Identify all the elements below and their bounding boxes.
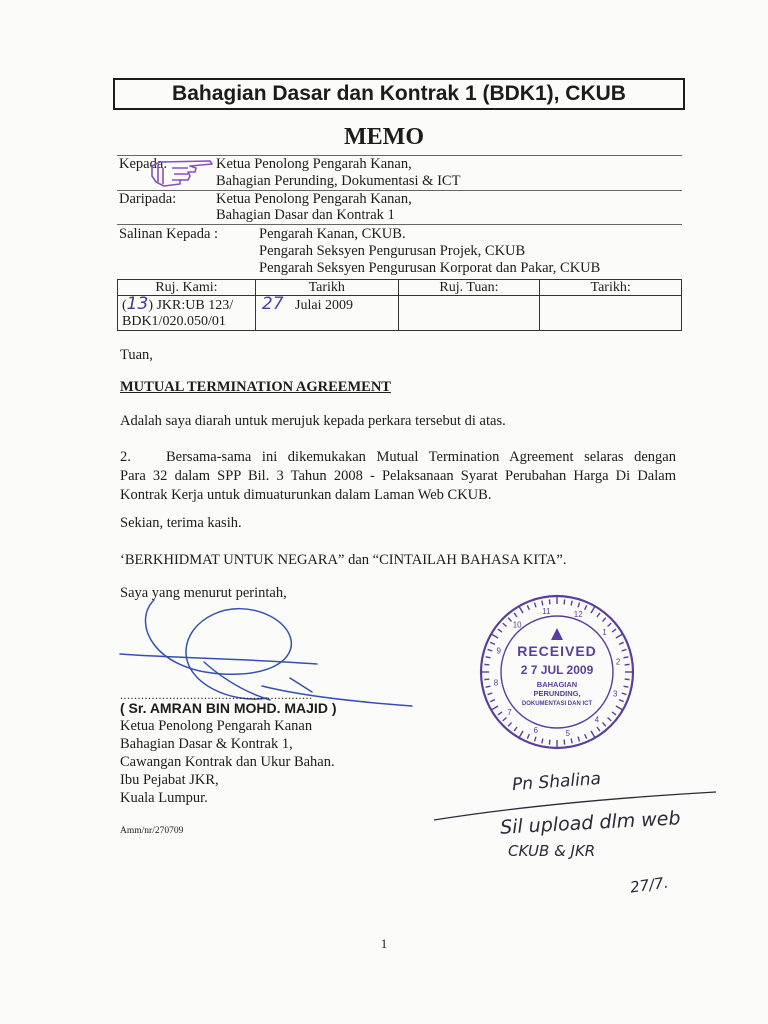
- salinan-label: Salinan Kepada :: [119, 226, 219, 242]
- stamp-dial-number: 10: [512, 620, 522, 630]
- stamp-tick: [622, 649, 627, 651]
- paragraph-2-line-2: Para 32 dalam SPP Bil. 3 Tahun 2008 - Pelaksanaan Syarat Perubahan Harga Di Dalam: [120, 468, 676, 484]
- stamp-tick: [585, 605, 587, 610]
- stamp-tick: [503, 718, 507, 721]
- stamp-tick: [549, 740, 550, 745]
- stamp-tick: [585, 734, 587, 739]
- handwritten-note-date: 27/7.: [628, 873, 670, 897]
- subject: MUTUAL TERMINATION AGREEMENT: [120, 379, 391, 395]
- stamp-dial-number: 9: [496, 646, 501, 656]
- stamp-tick: [519, 731, 523, 738]
- stamp-tick: [514, 613, 517, 617]
- stamp-tick: [608, 718, 612, 721]
- ruj-kami-paren: (: [122, 298, 127, 313]
- stamp-tick: [616, 706, 623, 710]
- motto: ‘BERKHIDMAT UNTUK NEGARA” dan “CINTAILAH BAHASA KITA”.: [120, 552, 567, 568]
- daripada-line-2: Bahagian Dasar dan Kontrak 1: [216, 207, 395, 223]
- kepada-line-1: Ketua Penolong Pengarah Kanan,: [216, 156, 412, 172]
- stamp-dial-number: 12: [573, 609, 583, 619]
- stamp-tick: [542, 739, 543, 744]
- salinan-line-2: Pengarah Seksyen Pengurusan Projek, CKUB: [259, 243, 526, 259]
- stamp-tick: [564, 599, 565, 604]
- memo-title: MEMO: [344, 124, 424, 150]
- kepada-label: Kepada:: [119, 156, 168, 172]
- header-ruj-kami: Ruj. Kami:: [118, 280, 256, 296]
- paragraph-2-number: 2.: [120, 449, 131, 465]
- stamp-dept-line-3: DOKUMENTASI DAN ICT: [521, 701, 593, 707]
- stamp-tick: [612, 629, 616, 632]
- salinan-line-3: Pengarah Seksyen Pengurusan Korporat dan Pakar, CKUB: [259, 260, 601, 276]
- stamp-tick: [534, 737, 536, 742]
- salinan-line-1: Pengarah Kanan, CKUB.: [259, 226, 406, 242]
- stamp-tick: [486, 686, 491, 687]
- stamp-tick: [488, 649, 493, 651]
- reference-table-values: [118, 296, 682, 331]
- stamp-dial-number: 3: [613, 689, 618, 699]
- signatory-line-3: Cawangan Kontrak dan Ukur Bahan.: [120, 754, 335, 770]
- stamp-tick: [612, 712, 616, 715]
- department-title: Bahagian Dasar dan Kontrak 1 (BDK1), CKUB: [172, 82, 626, 105]
- ruj-kami-line-2: BDK1/020.050/01: [122, 314, 226, 329]
- stamp-tick: [624, 686, 629, 687]
- stamp-received: RECEIVED: [517, 643, 597, 659]
- page-number: 1: [380, 936, 388, 951]
- reference-code: Amm/nr/270709: [120, 826, 184, 836]
- tarikh-tuan-cell: [540, 296, 682, 331]
- handwritten-note-line-3: CKUB & JKR: [508, 842, 596, 860]
- handwritten-note-line-2: Sil upload dlm web: [499, 807, 682, 839]
- stamp-dial-number: 4: [594, 715, 600, 725]
- stamp-tick: [625, 664, 630, 665]
- stamp-tick: [484, 664, 489, 665]
- stamp-dept-line-2: PERUNDING,: [533, 689, 581, 698]
- stamp-tick: [508, 723, 511, 727]
- stamp-dial-number: 2: [615, 657, 621, 667]
- stamp-tick: [491, 634, 498, 638]
- stamp-tick: [519, 606, 523, 613]
- stamp-tick: [603, 618, 606, 622]
- signatory-line-2: Bahagian Dasar & Kontrak 1,: [120, 736, 293, 752]
- stamp-tick: [571, 739, 572, 744]
- stamp-tick: [608, 623, 612, 626]
- handwritten-note-line-1: Pn Shalina: [511, 768, 602, 796]
- sign-off: Saya yang menurut perintah,: [120, 585, 287, 601]
- stamp-tick: [625, 679, 630, 680]
- kepada-line-2: Bahagian Perunding, Dokumentasi & ICT: [216, 173, 461, 189]
- stamp-tick: [498, 629, 502, 632]
- stamp-tick: [549, 599, 550, 604]
- stamp-tick: [486, 657, 491, 658]
- stamp-dial-number: 11: [542, 606, 551, 616]
- stamp-dial-number: 6: [533, 726, 538, 736]
- stamp-dial-number: 5: [565, 729, 570, 739]
- tarikh-handwritten-day: 27: [261, 294, 284, 314]
- stamp-tick: [527, 734, 529, 739]
- stamp-tick: [624, 657, 629, 658]
- stamp-dial-number: 1: [602, 628, 607, 638]
- stamp-tick: [508, 618, 511, 622]
- rule-after-daripada: [117, 224, 682, 225]
- stamp-tick: [578, 603, 580, 608]
- ruj-tuan-cell: [398, 296, 540, 331]
- stamp-dial-number: 7: [507, 707, 512, 717]
- stamp-tick: [490, 700, 495, 702]
- stamp-tick: [591, 731, 595, 738]
- signatory-line-1: Ketua Penolong Pengarah Kanan: [120, 718, 313, 734]
- ruj-kami-line-1: ) JKR:UB 123/: [148, 298, 234, 313]
- signatory-name: ( Sr. AMRAN BIN MOHD. MAJID ): [120, 700, 337, 716]
- ruj-kami-handwritten: 13: [126, 294, 149, 314]
- signatory-line-4: Ibu Pejabat JKR,: [120, 772, 219, 788]
- stamp-tick: [597, 613, 600, 617]
- stamp-tick: [564, 740, 565, 745]
- stamp-tick: [491, 706, 498, 710]
- stamp-tick: [527, 605, 529, 610]
- stamp-tick: [484, 679, 489, 680]
- reference-table-header: [118, 280, 682, 296]
- stamp-dial-number: 8: [493, 678, 499, 688]
- closing: Sekian, terima kasih.: [120, 515, 242, 531]
- daripada-line-1: Ketua Penolong Pengarah Kanan,: [216, 191, 412, 207]
- stamp-tick: [578, 737, 580, 742]
- pointing-hand-icon: [150, 156, 214, 192]
- stamp-tick: [619, 642, 624, 644]
- paragraph-2-line-1: Bersama-sama ini dikemukakan Mutual Termination Agreement selaras dengan: [166, 449, 676, 465]
- stamp-tick: [534, 603, 536, 608]
- salutation: Tuan,: [120, 347, 153, 363]
- stamp-tick: [498, 712, 502, 715]
- ruj-kami-cell: [118, 296, 256, 331]
- signature-dots: .......................................................: [120, 688, 313, 702]
- stamp-tick: [503, 623, 507, 626]
- stamp-tick: [619, 700, 624, 702]
- stamp-tick: [591, 606, 595, 613]
- stamp-tick: [488, 693, 493, 695]
- stamp-date: 2 7 JUL 2009: [520, 663, 594, 677]
- header-tarikh-tuan: Tarikh:: [540, 280, 682, 296]
- stamp-tick: [597, 727, 600, 731]
- department-header: [113, 78, 685, 110]
- stamp-tick: [571, 601, 572, 606]
- stamp-tick: [514, 727, 517, 731]
- received-stamp: [472, 590, 642, 755]
- reference-table: [117, 279, 682, 331]
- paragraph-1: Adalah saya diarah untuk merujuk kepada perkara tersebut di atas.: [120, 413, 506, 429]
- tarikh-value: Julai 2009: [295, 298, 353, 313]
- stamp-dept-line-1: BAHAGIAN: [536, 680, 578, 689]
- paragraph-2-line-3: Kontrak Kerja untuk dimuaturunkan dalam Laman Web CKUB.: [120, 487, 492, 503]
- stamp-tick: [542, 601, 543, 606]
- daripada-label: Daripada:: [119, 191, 177, 207]
- header-ruj-tuan: Ruj. Tuan:: [398, 280, 540, 296]
- header-tarikh: Tarikh: [255, 280, 398, 296]
- tarikh-cell: [255, 296, 398, 331]
- stamp-tick: [616, 634, 623, 638]
- stamp-tick: [490, 642, 495, 644]
- signatory-line-5: Kuala Lumpur.: [120, 790, 208, 806]
- stamp-tick: [603, 723, 606, 727]
- stamp-tick: [622, 693, 627, 695]
